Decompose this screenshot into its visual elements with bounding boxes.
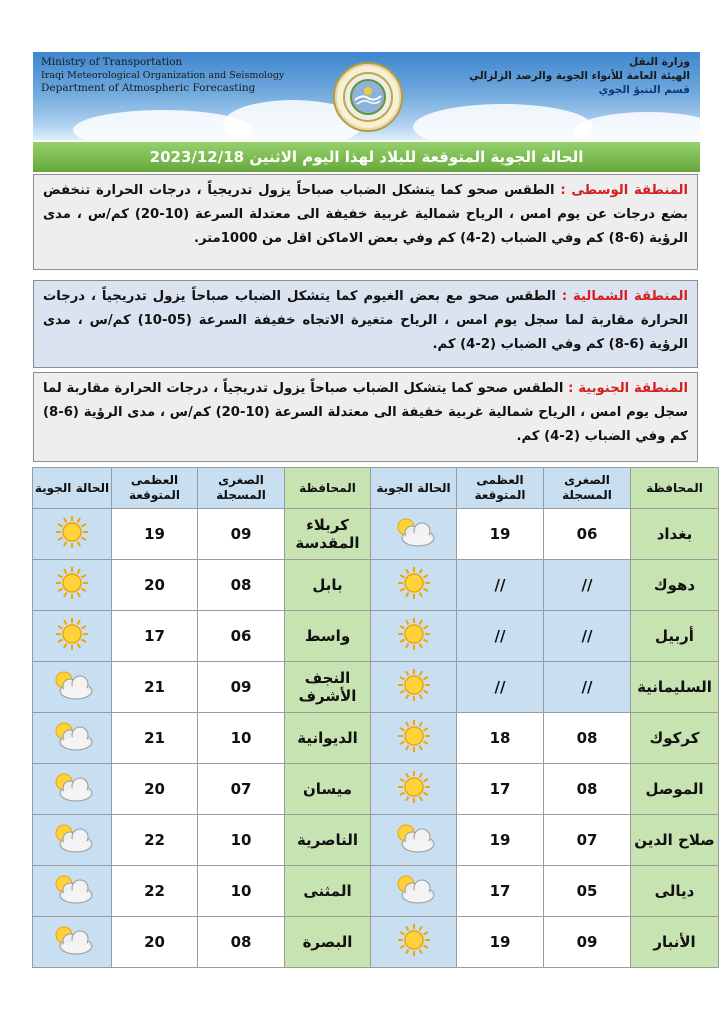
- min-temp: 06: [544, 509, 631, 560]
- min-temp: 08: [198, 917, 285, 968]
- header-banner: [33, 52, 700, 140]
- sun-icon: [396, 689, 432, 707]
- min-temp: 08: [544, 764, 631, 815]
- table-row: [33, 611, 719, 662]
- governorate-name: صلاح الدين: [631, 815, 719, 866]
- governorate-name: دهوك: [631, 560, 719, 611]
- partly-cloudy-icon: [391, 891, 437, 909]
- table-row: [33, 764, 719, 815]
- sun-icon: [396, 740, 432, 758]
- sun-icon: [396, 587, 432, 605]
- weather-condition: [371, 917, 457, 968]
- min-temp: 05: [544, 866, 631, 917]
- logo-emblem-icon: [335, 64, 401, 130]
- governorate-name: ديالى: [631, 866, 719, 917]
- sun-icon: [54, 587, 90, 605]
- weather-condition: [371, 509, 457, 560]
- max-temp: //: [457, 662, 544, 713]
- min-temp: 10: [198, 815, 285, 866]
- ministry-name-en: Ministry of Transportation: [41, 56, 183, 68]
- english-header: [41, 56, 284, 95]
- department-name-ar: قسم التنبؤ الجوي: [598, 84, 690, 96]
- governorate-name: الأنبار: [631, 917, 719, 968]
- region-text: الطقس صحو مع بعض الغيوم كما يتشكل الضباب صباحاً يزول تدريجياً ، درجات الحرارة مقاربة لما سجل يوم امس ، الرياح متغيرة الاتجاه خفيفة السرعة (05-10) كم/س ، مدى الرؤية (6-8) كم وفي الضباب (2-4) كم.: [43, 289, 688, 352]
- header-governorate: المحافظة: [285, 468, 371, 509]
- weather-condition: [33, 509, 112, 560]
- min-temp: 08: [544, 713, 631, 764]
- partly-cloudy-icon: [49, 942, 95, 960]
- ministry-name-ar: وزارة النقل: [629, 56, 690, 68]
- region-name: المنطقة الوسطى :: [560, 183, 689, 198]
- forecast-title: الحالة الجوية المتوقعة للبلاد لهذا اليوم الاثنين 2023/12/18: [33, 142, 700, 172]
- region-south: [33, 372, 698, 462]
- min-temp: 06: [198, 611, 285, 662]
- max-temp: //: [457, 611, 544, 662]
- table-row: [33, 815, 719, 866]
- weather-condition: [371, 662, 457, 713]
- region-north: [33, 280, 698, 368]
- max-temp: 19: [457, 815, 544, 866]
- sun-icon: [396, 638, 432, 656]
- partly-cloudy-icon: [49, 738, 95, 756]
- max-temp: 17: [457, 764, 544, 815]
- weather-condition: [33, 662, 112, 713]
- min-temp: 09: [544, 917, 631, 968]
- min-temp: 08: [198, 560, 285, 611]
- header-min: الصغرى المسجلة: [198, 468, 285, 509]
- sun-icon: [396, 944, 432, 962]
- governorate-name: كربلاء المقدسة: [285, 509, 371, 560]
- partly-cloudy-icon: [391, 534, 437, 552]
- min-temp: 07: [544, 815, 631, 866]
- header-condition: الحالة الجوية: [371, 468, 457, 509]
- max-temp: 18: [457, 713, 544, 764]
- min-temp: 07: [198, 764, 285, 815]
- header-condition: الحالة الجوية: [33, 468, 112, 509]
- partly-cloudy-icon: [49, 687, 95, 705]
- forecast-table: [32, 467, 719, 968]
- weather-condition: [33, 611, 112, 662]
- region-name: المنطقة الشمالية :: [561, 289, 689, 304]
- governorate-name: البصرة: [285, 917, 371, 968]
- partly-cloudy-icon: [49, 891, 95, 909]
- max-temp: 19: [112, 509, 198, 560]
- region-text: الطقس صحو كما يتشكل الضباب صباحاً يزول تدريجياً ، درجات الحرارة مقاربة لما سجل يوم امس ، الرياح شمالية غربية خفيفة الى معتدلة السرعة (10-20) كم/س ، مدى الرؤية (6-8) كم وفي الضباب (2-4) كم.: [43, 381, 688, 444]
- weather-condition: [371, 764, 457, 815]
- sun-icon: [54, 536, 90, 554]
- governorate-name: كركوك: [631, 713, 719, 764]
- min-temp: //: [544, 560, 631, 611]
- weather-condition: [33, 866, 112, 917]
- governorate-name: بابل: [285, 560, 371, 611]
- organization-name-ar: الهيئة العامة للأنواء الجوية والرصد الزلزالي: [469, 70, 690, 82]
- header-max: العظمى المتوقعة: [112, 468, 198, 509]
- table-row: [33, 713, 719, 764]
- weather-condition: [371, 815, 457, 866]
- max-temp: 22: [112, 866, 198, 917]
- weather-condition: [371, 713, 457, 764]
- governorate-name: الموصل: [631, 764, 719, 815]
- weather-condition: [371, 611, 457, 662]
- cloud-shape: [413, 104, 593, 140]
- governorate-name: بغداد: [631, 509, 719, 560]
- min-temp: 09: [198, 662, 285, 713]
- department-name-en: Department of Atmospheric Forecasting: [41, 82, 256, 94]
- table-row: [33, 509, 719, 560]
- partly-cloudy-icon: [49, 789, 95, 807]
- max-temp: 17: [112, 611, 198, 662]
- min-temp: //: [544, 611, 631, 662]
- cloud-shape: [573, 112, 700, 140]
- max-temp: 22: [112, 815, 198, 866]
- table-header-row: [33, 468, 719, 509]
- governorate-name: ميسان: [285, 764, 371, 815]
- region-text: الطقس صحو كما يتشكل الضباب صباحاً يزول تدريجياً ، درجات الحرارة تنخفض بضع درجات عن يوم امس ، الرياح شمالية غربية خفيفة الى معتدلة السرعة (10-20) كم/س ، مدى الرؤية (6-8) كم وفي الضباب (2-4) كم وفي بعض الاماكن اقل من 1000متر.: [43, 183, 688, 246]
- weather-condition: [33, 917, 112, 968]
- min-temp: //: [544, 662, 631, 713]
- weather-condition: [33, 560, 112, 611]
- weather-condition: [33, 713, 112, 764]
- max-temp: 21: [112, 662, 198, 713]
- max-temp: 17: [457, 866, 544, 917]
- governorate-name: الديوانية: [285, 713, 371, 764]
- max-temp: 20: [112, 764, 198, 815]
- governorate-name: الناصرية: [285, 815, 371, 866]
- weather-condition: [371, 866, 457, 917]
- partly-cloudy-icon: [391, 840, 437, 858]
- table-row: [33, 662, 719, 713]
- governorate-name: أربيل: [631, 611, 719, 662]
- weather-condition: [33, 764, 112, 815]
- max-temp: 19: [457, 509, 544, 560]
- governorate-name: المثنى: [285, 866, 371, 917]
- sun-icon: [54, 638, 90, 656]
- min-temp: 10: [198, 866, 285, 917]
- governorate-name: السليمانية: [631, 662, 719, 713]
- table-row: [33, 866, 719, 917]
- sun-icon: [396, 791, 432, 809]
- organization-name-en: Iraqi Meteorological Organization and Seismology: [41, 70, 285, 81]
- region-name: المنطقة الجنوبية :: [568, 381, 688, 396]
- header-max: العظمى المتوقعة: [457, 468, 544, 509]
- max-temp: 20: [112, 917, 198, 968]
- max-temp: 20: [112, 560, 198, 611]
- min-temp: 09: [198, 509, 285, 560]
- header-min: الصغرى المسجلة: [544, 468, 631, 509]
- max-temp: //: [457, 560, 544, 611]
- table-row: [33, 560, 719, 611]
- governorate-name: النجف الأشرف: [285, 662, 371, 713]
- weather-condition: [33, 815, 112, 866]
- header-governorate: المحافظة: [631, 468, 719, 509]
- max-temp: 19: [457, 917, 544, 968]
- region-central: [33, 174, 698, 270]
- arabic-header: [469, 55, 690, 97]
- weather-condition: [371, 560, 457, 611]
- min-temp: 10: [198, 713, 285, 764]
- forecast-table-body: [33, 509, 719, 968]
- max-temp: 21: [112, 713, 198, 764]
- governorate-name: واسط: [285, 611, 371, 662]
- organization-logo: [333, 62, 403, 132]
- table-row: [33, 917, 719, 968]
- partly-cloudy-icon: [49, 840, 95, 858]
